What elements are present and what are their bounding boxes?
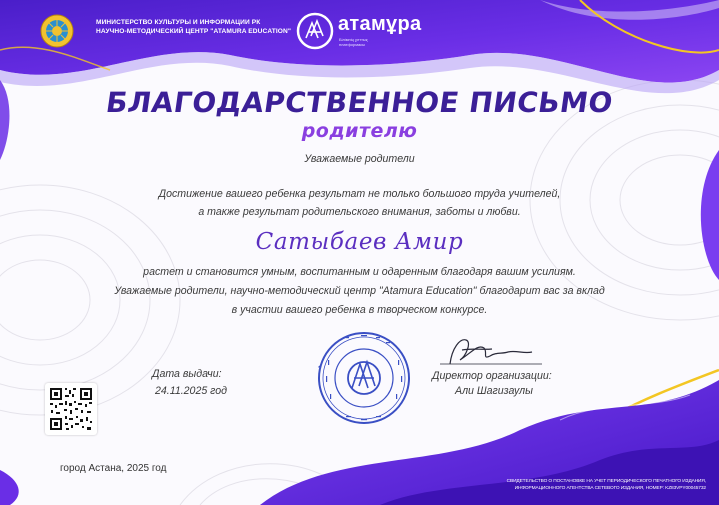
- ministry-line-1: МИНИСТЕРСТВО КУЛЬТУРЫ И ИНФОРМАЦИИ РК: [96, 19, 261, 26]
- ministry-line-2: НАУЧНО-МЕТОДИЧЕСКИЙ ЦЕНТР "ATAMURA EDUCATION": [96, 28, 292, 35]
- certificate-subtitle: родителю: [301, 120, 418, 142]
- body-line-1: растет и становится умным, воспитанным и одаренным благодаря вашим усилиям.: [143, 266, 576, 278]
- kazakhstan-emblem-icon: [40, 14, 74, 48]
- director-signature: [432, 334, 552, 368]
- atamura-logo-icon: [296, 12, 334, 50]
- issue-date-label: Дата выдачи:: [152, 368, 222, 380]
- greeting: Уважаемые родители: [304, 153, 415, 165]
- brand-tagline: Білімнің ұлттық платформасы: [339, 37, 368, 47]
- ministry-block: [96, 18, 291, 36]
- city-year: город Астана, 2025 год: [60, 463, 167, 474]
- issue-date-value: 24.11.2025 год: [155, 385, 228, 397]
- body-line-2: Уважаемые родители, научно-методический центр "Atamura Education" благодарит вас за вклад: [114, 285, 605, 297]
- qr-code[interactable]: [45, 383, 97, 435]
- legal-line-1: СВИДЕТЕЛЬСТВО О ПОСТАНОВКЕ НА УЧЕТ ПЕРИОДИЧЕСКОГО ПЕЧАТНОГО ИЗДАНИЯ,: [506, 479, 706, 484]
- intro-line-1: Достижение вашего ребенка результат не только большого труда учителей,: [158, 188, 561, 200]
- recipient-name: Сатыбаев Амир: [255, 229, 464, 255]
- brand-name: атамұра: [338, 13, 422, 35]
- certificate-title: БЛАГОДАРСТВЕННОЕ ПИСЬМО: [103, 86, 616, 119]
- legal-line-2: ИНФОРМАЦИОННОГО АГЕНТСТВА СЕТЕВОГО ИЗДАНИЯ, НОМЕР: KZ83VPY00045732: [514, 486, 706, 491]
- intro-line-2: а также результат родительского внимания, заботы и любви.: [198, 206, 521, 218]
- director-label: Директор организации:: [432, 370, 552, 382]
- legal-notice: [470, 478, 706, 492]
- director-name: Али Шагизаулы: [455, 385, 533, 397]
- round-seal-stamp: [316, 330, 412, 426]
- body-line-3: в участии вашего ребенка в творческом конкурсе.: [231, 304, 488, 316]
- qr-code-icon: [45, 383, 97, 435]
